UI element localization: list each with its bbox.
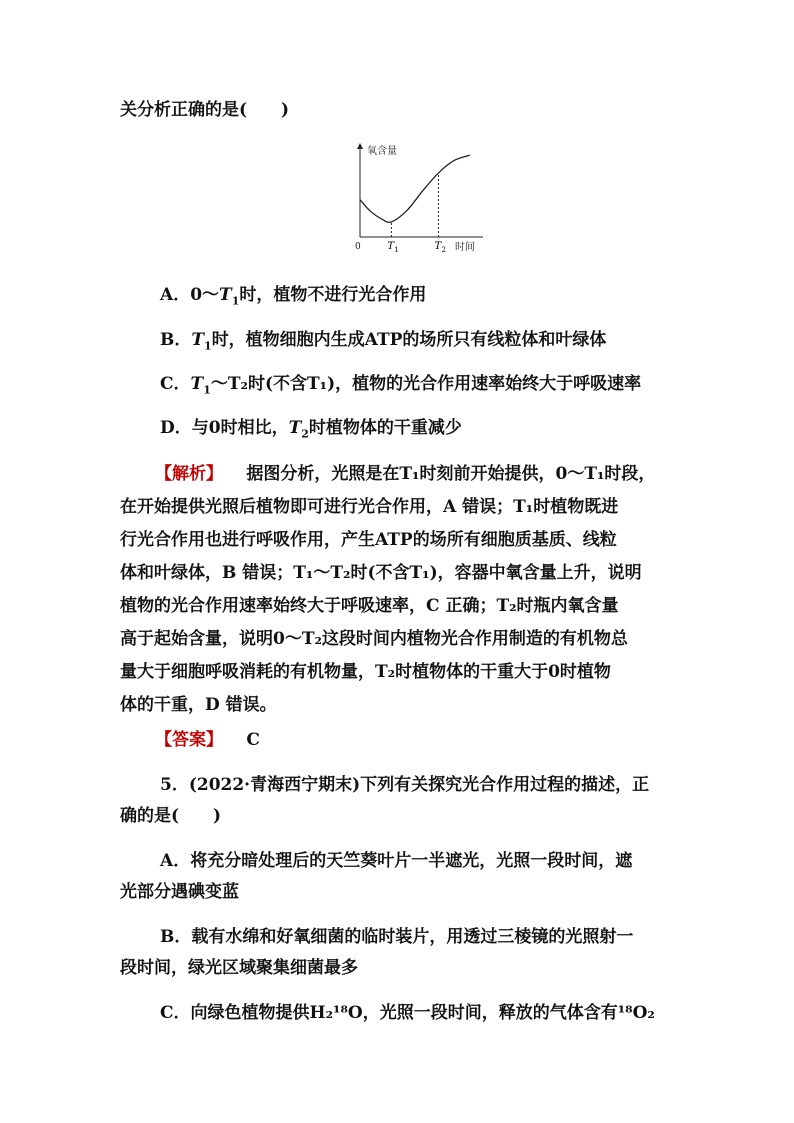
q5-option-b-line2: 段时间，绿光区域聚集细菌最多: [120, 958, 358, 978]
option-a: A．$0\sim T_1$时，植物不进行光合作用: [160, 285, 427, 308]
analysis-tag: 【解析】: [155, 464, 223, 484]
analysis-line-4: 植物的光合作用速率始终大于呼吸速率，C 正确；T₂时瓶内氧含量: [120, 596, 619, 616]
y-axis-label: 氧含量: [367, 146, 397, 157]
option-d: D．与0时相比，$T_2$时植物体的干重减少: [160, 418, 462, 441]
tick-label-sub-1: 1: [394, 246, 399, 254]
question-stem-tail: 关分析正确的是( ): [120, 100, 290, 120]
tick-label-sub-2: 2: [441, 246, 446, 254]
q5-option-a-line2: 光部分遇碘变蓝: [120, 882, 239, 902]
q5-option-b-line1: B．载有水绵和好氧细菌的临时装片，用透过三棱镜的光照射一: [160, 927, 634, 947]
answer-value: C: [246, 730, 260, 750]
q5-stem-line1: 5．(2022·青海西宁期末)下列有关探究光合作用过程的描述，正: [160, 775, 650, 795]
option-c: C．$T_1\sim T_2$时(不含T₁)，植物的光合作用速率始终大于呼吸速率: [160, 374, 642, 397]
tick-label-1: T: [387, 241, 395, 252]
oxygen-content-chart: [345, 140, 485, 255]
analysis-line-3: 体和叶绿体，B 错误；T₁～T₂时(不含T₁)，容器中氧含量上升，说明: [120, 563, 642, 583]
analysis-line-7: 体的干重，D 错误。: [120, 695, 277, 715]
option-b: B．$T_1$时，植物细胞内生成ATP的场所只有线粒体和叶绿体: [160, 330, 607, 353]
analysis-line-1: 在开始提供光照后植物即可进行光合作用，A 错误；T₁时植物既进: [120, 497, 619, 517]
tick-label-2: T: [434, 241, 442, 252]
analysis-line-5: 高于起始含量，说明0～T₂这段时间内植物光合作用制造的有机物总: [120, 629, 628, 649]
analysis-line-2: 行光合作用也进行呼吸作用，产生ATP的场所有细胞质基质、线粒: [120, 530, 617, 550]
analysis-line-6: 量大于细胞呼吸消耗的有机物量，T₂时植物体的干重大于0时植物: [120, 662, 611, 682]
oxygen-curve-series: [360, 155, 470, 222]
x-axis-label: 时间: [455, 242, 475, 253]
q5-option-a-line1: A．将充分暗处理后的天竺葵叶片一半遮光，光照一段时间，遮: [160, 851, 633, 871]
q5-option-c: C．向绿色植物提供H₂¹⁸O，光照一段时间，释放的气体含有¹⁸O₂: [160, 1003, 655, 1023]
answer-tag: 【答案】: [155, 730, 223, 750]
origin-label: 0: [355, 242, 361, 252]
q5-stem-line2: 确的是( ): [120, 806, 222, 826]
answer-line: [155, 728, 260, 752]
analysis-line-0: 【解析】 据图分析，光照是在T₁时刻前开始提供，0～T₁时段，: [155, 464, 656, 484]
